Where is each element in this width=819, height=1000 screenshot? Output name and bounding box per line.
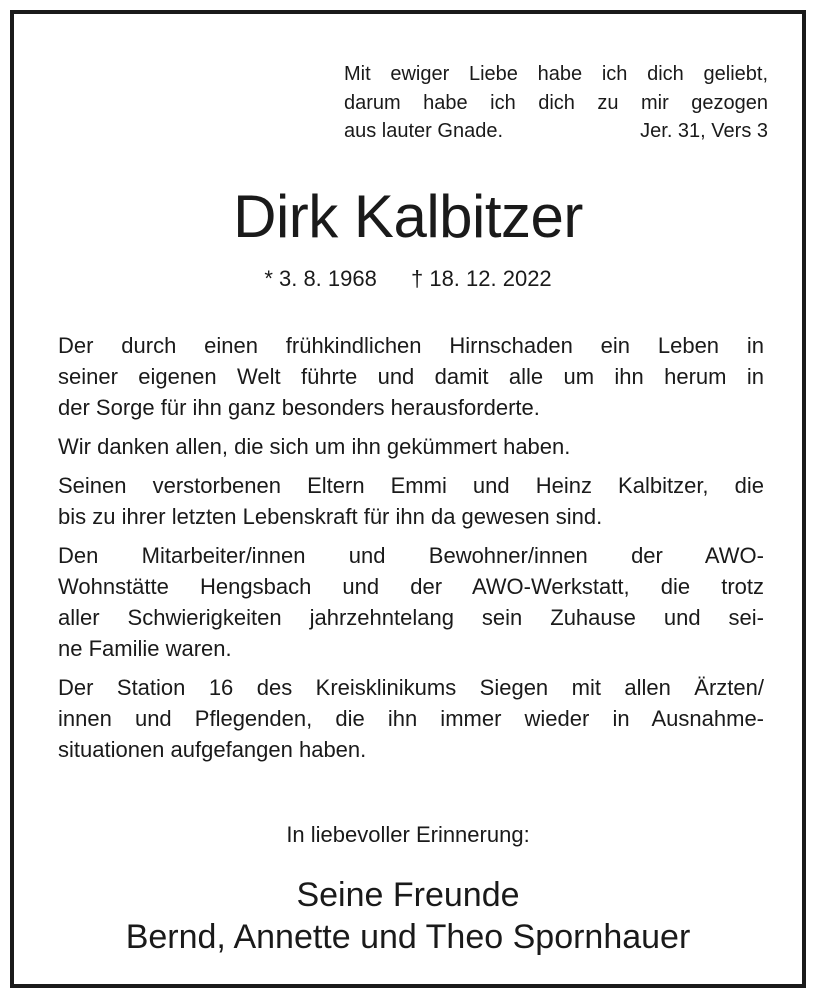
body-line: der Sorge für ihn ganz besonders herausforderte. xyxy=(58,395,540,420)
body-line: Der durch einen frühkindlichen Hirnschaden ein Leben in xyxy=(58,333,764,358)
birth-date: * 3. 8. 1968 xyxy=(264,266,377,291)
notice-body xyxy=(58,330,764,773)
body-line: Wir danken allen, die sich um ihn gekümmert haben. xyxy=(58,434,571,459)
obituary-notice xyxy=(10,10,806,988)
bible-verse xyxy=(344,60,768,146)
verse-line: Mit ewiger Liebe habe ich dich geliebt, xyxy=(344,63,768,85)
paragraph-5 xyxy=(58,672,764,765)
body-line: innen und Pflegenden, die ihn immer wieder in Ausnahme- xyxy=(58,706,764,731)
body-line: situationen aufgefangen haben. xyxy=(58,737,367,762)
paragraph-2 xyxy=(58,431,764,462)
signer-line: Bernd, Annette und Theo Spornhauer xyxy=(125,918,691,956)
body-line: Seinen verstorbenen Eltern Emmi und Heinz Kalbitzer, die xyxy=(58,473,764,498)
closing-line: In liebevoller Erinnerung: xyxy=(286,822,530,847)
body-line: Den Mitarbeiter/innen und Bewohner/innen der AWO- xyxy=(58,543,764,568)
verse-line: darum habe ich dich zu mir gezogen xyxy=(344,91,768,114)
body-line: Wohnstätte Hengsbach und der AWO-Werkstatt, die trotz xyxy=(58,574,764,599)
body-line: seiner eigenen Welt führte und damit alle um ihn herum in xyxy=(58,364,764,389)
paragraph-3 xyxy=(58,470,764,532)
verse-line: aus lauter Gnade. xyxy=(344,120,503,142)
body-line: ne Familie waren. xyxy=(58,636,232,661)
verse-last-line xyxy=(344,117,768,146)
signers xyxy=(14,874,802,958)
death-date: † 18. 12. 2022 xyxy=(410,266,552,291)
paragraph-1 xyxy=(58,330,764,423)
deceased-name: Dirk Kalbitzer xyxy=(233,183,583,250)
body-line: bis zu ihrer letzten Lebenskraft für ihn da gewesen sind. xyxy=(58,504,603,529)
paragraph-4 xyxy=(58,540,764,664)
signer-line: Seine Freunde xyxy=(296,876,520,914)
body-line: Der Station 16 des Kreisklinikums Siegen mit allen Ärzten/ xyxy=(58,675,764,700)
body-line: aller Schwierigkeiten jahrzehntelang sein Zuhause und sei- xyxy=(58,605,764,630)
verse-reference: Jer. 31, Vers 3 xyxy=(640,120,768,142)
life-dates xyxy=(14,264,802,294)
